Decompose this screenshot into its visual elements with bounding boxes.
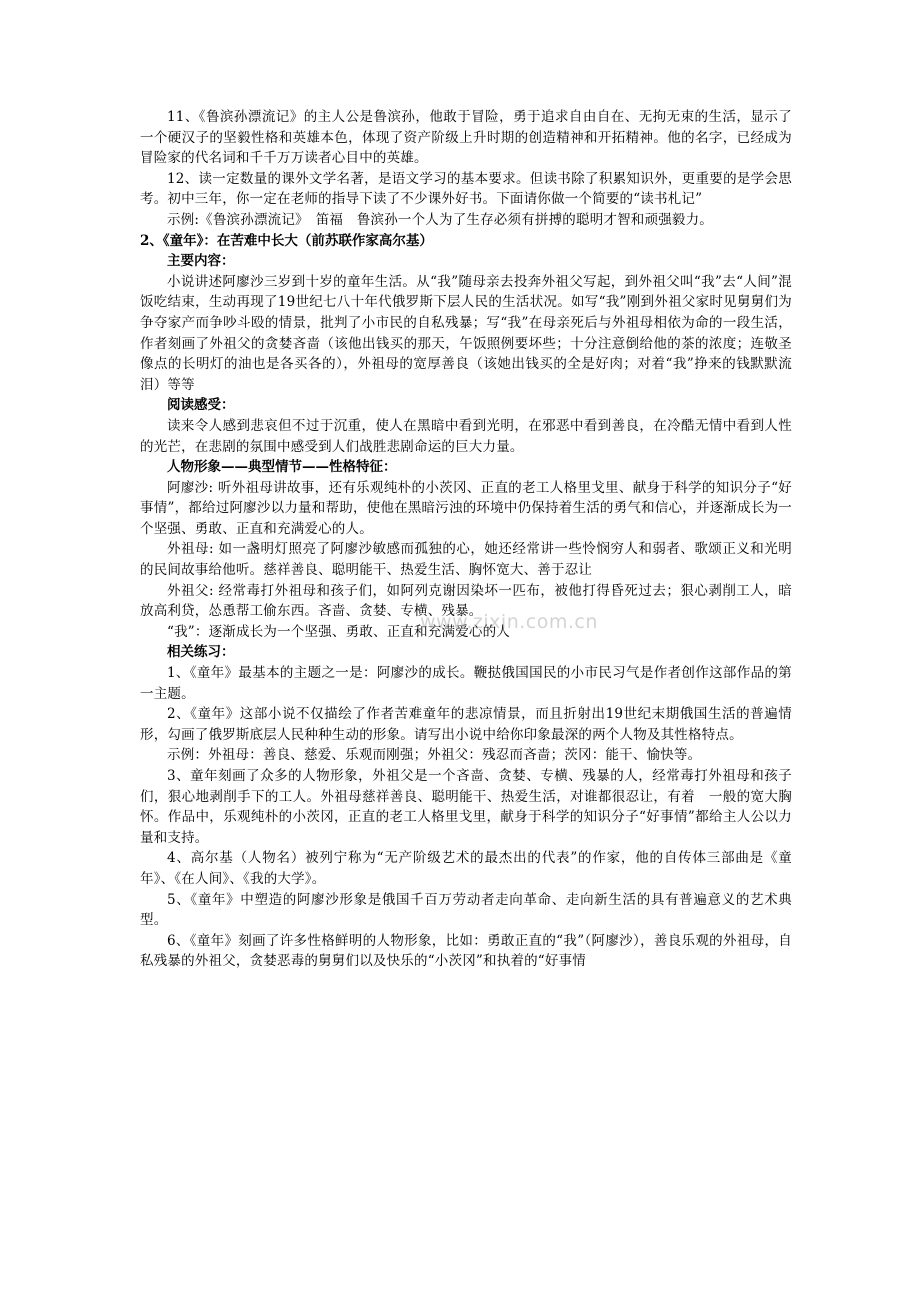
- paragraph-main-content: 小说讲述阿廖沙三岁到十岁的童年生活。从“我”随母亲去投奔外祖父写起，到外祖父叫“我”去“人间”混饭吃结束，生动再现了19世纪七八十年代俄罗斯下层人民的生活状况。如写“我”刚到外祖父家时见舅舅们为争夺家产而争吵斗殴的情景，批判了小市民的自私残暴；写“我”在母亲死后与外祖母相依为命的一段生活，作者刻画了外祖父的贪婪吝啬（该他出钱买的那天，午饭照例要坏些；十分注意倒给他的茶的浓度；连敬圣像点的长明灯的油也是各买各的），外祖母的宽厚善良（该她出钱买的全是好肉；对着“我”挣来的钱默默流泪）等等: [140, 273, 792, 393]
- paragraph-12: 12、读一定数量的课外文学名著，是语文学习的基本要求。但读书除了积累知识外，更重要的是学会思考。初中三年，你一定在老师的指导下读了不少课外好书。下面请你做一个简要的“读书札记”: [140, 170, 792, 208]
- subheading-exercises: 相关练习：: [167, 644, 235, 661]
- exercise-6: 6、《童年》刻画了许多性格鲜明的人物形象，比如：勇敢正直的“我”（阿廖沙），善良乐观的外祖母，自私残暴的外祖父，贪婪恶毒的舅舅们以及快乐的“小茨冈”和执着的“好事情: [140, 932, 792, 970]
- subheading-characters: 人物形象——典型情节——性格特征：: [167, 459, 397, 476]
- document-body: [140, 107, 792, 972]
- paragraph-reading-feeling: 读来令人感到悲哀但不过于沉重，使人在黑暗中看到光明，在邪恶中看到善良，在冷酷无情中看到人性的光芒，在悲剧的氛围中感受到人们战胜悲剧命运的巨大力量。: [140, 417, 792, 455]
- paragraph-grandmother: 外祖母: 如一盏明灯照亮了阿廖沙敏感而孤独的心，她还经常讲一些怜悯穷人和弱者、歌颂正义和光明的民间故事给他听。慈祥善良、聪明能干、热爱生活、胸怀宽大、善于忍让: [140, 541, 792, 579]
- exercise-1: 1、《童年》最基本的主题之一是：阿廖沙的成长。鞭挞俄国国民的小市民习气是作者创作这部作品的第一主题。: [140, 665, 792, 702]
- exercise-4: 4、高尔基（人物名）被列宁称为“无产阶级艺术的最杰出的代表”的作家，他的自传体三部曲是《童年》、《在人间》、《我的大学》。: [140, 850, 792, 887]
- exercise-2-example: 示例：外祖母：善良、慈爱、乐观而刚强；外祖父：残忍而吝啬；茨冈：能干、愉快等。: [167, 747, 702, 764]
- exercise-5: 5、《童年》中塑造的阿廖沙形象是俄国千百万劳动者走向革命、走向新生活的具有普遍意义的艺术典型。: [140, 891, 792, 929]
- paragraph-alyosha: 阿廖沙: 听外祖母讲故事，还有乐观纯朴的小茨冈、正直的老工人格里戈里、献身于科学的知识分子“好事情”，都给过阿廖沙以力量和帮助，使他在黑暗污浊的环境中仍保持着生活的勇气和信心，并逐渐成长为一个坚强、勇敢、正直和充满爱心的人。: [140, 479, 792, 537]
- paragraph-me: “我”：逐渐成长为一个坚强、勇敢、正直和充满爱心的人: [167, 623, 511, 640]
- paragraph-11: 11、《鲁滨孙漂流记》的主人公是鲁滨孙，他敢于冒险，勇于追求自由自在、无拘无束的生活，显示了一个硬汉子的坚毅性格和英雄本色，体现了资产阶级上升时期的创造精神和开拓精神。他的名字，已经成为冒险家的代名词和千千万万读者心目中的英雄。: [140, 109, 792, 167]
- paragraph-grandfather: 外祖父: 经常毒打外祖母和孩子们，如阿列克谢因染坏一匹布，被他打得昏死过去；狠心剥削工人，暗放高利贷，怂恿帮工偷东西。吝啬、贪婪、专横、残暴。: [140, 582, 792, 620]
- exercise-2: 2、《童年》这部小说不仅描绘了作者苦难童年的悲凉情景，而且折射出19世纪末期俄国生活的普遍情形，勾画了俄罗斯底层人民种种生动的形象。请写出小说中给你印象最深的两个人物及其性格特点。: [140, 706, 792, 743]
- example-line: 示例:《鲁滨孙漂流记》 笛福 鲁滨孙一个人为了生存必须有拼搏的聪明才智和顽强毅力。: [167, 211, 713, 228]
- exercise-3: 3、童年刻画了众多的人物形象，外祖父是一个吝啬、贪婪、专横、残暴的人，经常毒打外祖母和孩子们，狠心地剥削手下的工人。外祖母慈祥善良、聪明能干、热爱生活，对谁都很忍让，有着 一般的宽大胸怀。作品中，乐观纯朴的小茨冈，正直的老工人格里戈里，献身于科学的知识分子“好事情”都给主人公以力量和支持。: [140, 768, 792, 846]
- subheading-main-content: 主要内容：: [167, 253, 235, 270]
- section-heading-childhood: 2、《童年》：在苦难中长大（前苏联作家高尔基）: [140, 232, 433, 249]
- subheading-reading-feeling: 阅读感受：: [167, 397, 235, 414]
- watermark: www.zixin.com.cn: [420, 611, 598, 633]
